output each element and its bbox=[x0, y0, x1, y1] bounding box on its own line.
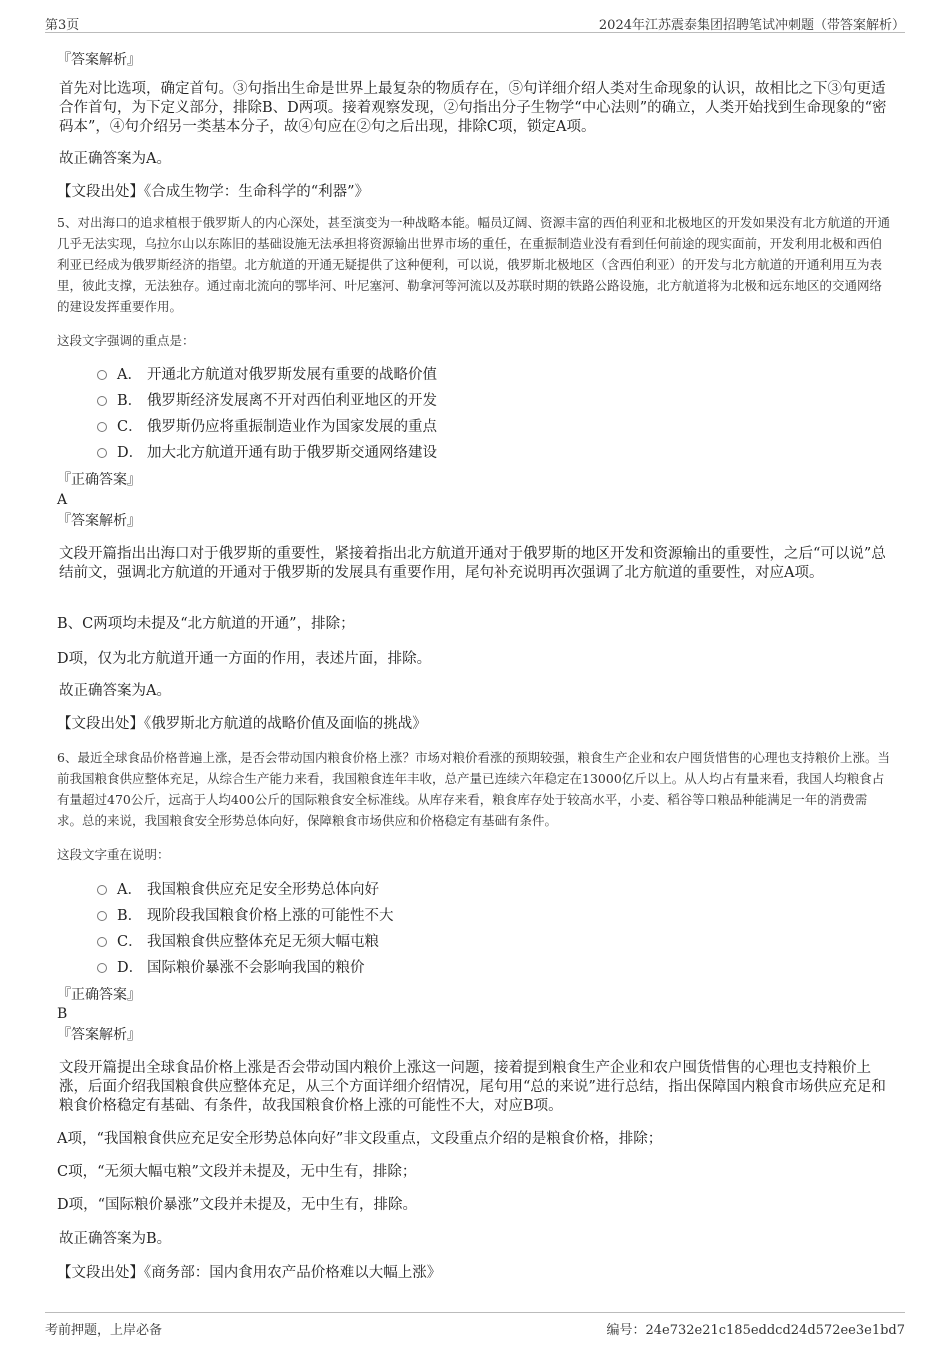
option-c[interactable]: C． 俄罗斯仍应将重振制造业作为国家发展的重点 bbox=[97, 417, 437, 437]
analysis-text: 文段开篇提出全球食品价格上涨是否会带动国内粮价上涨这一问题，接着提到粮食生产企业和农户囤货惜售的心理也支持粮价上涨，后面介绍我国粮食供应整体充足，从三个方面详细介绍情况，尾句用“总的来说”进行总结，指出保障国内粮食市场供应充足和粮食价格稳定有基础、有条件，故我国粮食价格上涨的可能性不大，对应B项。 bbox=[59, 1060, 886, 1114]
radio-button[interactable] bbox=[97, 396, 107, 406]
analysis-text: 文段开篇指出出海口对于俄罗斯的重要性，紧接着指出北方航道开通对于俄罗斯的地区开发和资源输出的重要性，之后“可以说”总结前文，强调北方航道的开通对于俄罗斯的发展具有重要作用，尾句补充说明再次强调了北方航道的重要性，对应A项。 bbox=[59, 546, 886, 581]
conclusion-text: 故正确答案为A。 bbox=[59, 683, 171, 699]
option-d[interactable]: D． 国际粮价暴涨不会影响我国的粮价 bbox=[97, 958, 365, 978]
radio-button[interactable] bbox=[97, 911, 107, 921]
document-title: 2024年江苏震泰集团招聘笔试冲刺题（带答案解析） bbox=[598, 18, 905, 33]
correct-answer-label: 『正确答案』 bbox=[57, 987, 141, 1003]
analysis-d: D项，“国际粮价暴涨”文段并未提及，无中生有，排除。 bbox=[57, 1197, 417, 1213]
radio-button[interactable] bbox=[97, 963, 107, 973]
source-text: 【文段出处】《商务部：国内食用农产品价格难以大幅上涨》 bbox=[57, 1265, 442, 1281]
footer-slogan: 考前押题，上岸必备 bbox=[45, 1323, 163, 1338]
option-c[interactable]: C． 我国粮食供应整体充足无须大幅屯粮 bbox=[97, 932, 379, 952]
page-header bbox=[45, 10, 905, 33]
question-prompt: 这段文字强调的重点是： bbox=[57, 333, 195, 348]
conclusion-text: 故正确答案为B。 bbox=[59, 1231, 172, 1247]
page-number: 第3页 bbox=[45, 18, 80, 33]
conclusion-text: 故正确答案为A。 bbox=[59, 151, 171, 167]
source-text: 【文段出处】《俄罗斯北方航道的战略价值及面临的挑战》 bbox=[57, 716, 427, 732]
question-stem: 5、对出海口的追求植根于俄罗斯人的内心深处，甚至演变为一种战略本能。幅员辽阔、资源丰富的西伯利亚和北极地区的开发如果没有北方航道的开通几乎无法实现，乌拉尔山以东陈旧的基础设施无法承担将资源输出世界市场的重任，在重振制造业没有看到任何前途的现实面前，开发利用北极和西伯利亚已经成为俄罗斯经济的指望。北方航道的开通无疑提供了这种便利，可以说，俄罗斯北极地区（含西伯利亚）的开发与北方航道的开通利用互为表里，彼此支撑，无法独存。通过南北流向的鄂毕河、叶尼塞河、勒拿河等河流以及苏联时期的铁路公路设施，北方航道将为北极和远东地区的交通网络的建设发挥重要作用。 bbox=[57, 215, 890, 314]
radio-button[interactable] bbox=[97, 937, 107, 947]
radio-button[interactable] bbox=[97, 448, 107, 458]
analysis-bc: B、C两项均未提及“北方航道的开通”，排除； bbox=[57, 616, 355, 632]
radio-button[interactable] bbox=[97, 422, 107, 432]
analysis-a: A项，“我国粮食供应充足安全形势总体向好”非文段重点，文段重点介绍的是粮食价格，排除； bbox=[57, 1131, 663, 1147]
question-prompt: 这段文字重在说明： bbox=[57, 847, 170, 862]
option-b[interactable]: B． 现阶段我国粮食价格上涨的可能性不大 bbox=[97, 906, 394, 926]
correct-answer-label: 『正确答案』 bbox=[57, 472, 141, 488]
option-b[interactable]: B． 俄罗斯经济发展离不开对西伯利亚地区的开发 bbox=[97, 391, 437, 411]
analysis-d: D项，仅为北方航道开通一方面的作用，表述片面，排除。 bbox=[57, 651, 432, 667]
option-a[interactable]: A． 我国粮食供应充足安全形势总体向好 bbox=[97, 880, 379, 900]
analysis-label: 『答案解析』 bbox=[57, 52, 141, 68]
radio-button[interactable] bbox=[97, 885, 107, 895]
source-text: 【文段出处】《合成生物学：生命科学的“利器”》 bbox=[57, 184, 370, 200]
correct-answer: B bbox=[57, 1006, 68, 1022]
analysis-label: 『答案解析』 bbox=[57, 513, 141, 529]
analysis-label: 『答案解析』 bbox=[57, 1027, 141, 1043]
correct-answer: A bbox=[57, 492, 68, 508]
question-stem: 6、最近全球食品价格普遍上涨，是否会带动国内粮食价格上涨？市场对粮价看涨的预期较强，粮食生产企业和农户囤货惜售的心理也支持粮价上涨。当前我国粮食供应整体充足，从综合生产能力来看，我国粮食连年丰收，总产量已连续六年稳定在13000亿斤以上。从人均占有量来看，我国人均粮食占有量超过470公斤，远高于人均400公斤的国际粮食安全标准线。从库存来看，粮食库存处于较高水平，小麦、稻谷等口粮品种能满足一年的消费需求。总的来说，我国粮食安全形势总体向好，保障粮食市场供应和价格稳定有基础有条件。 bbox=[57, 750, 890, 828]
page-footer bbox=[45, 1312, 905, 1337]
document-code: 编号：24e732e21c185eddcd24d572ee3e1bd7 bbox=[606, 1323, 905, 1338]
radio-button[interactable] bbox=[97, 370, 107, 380]
option-a[interactable]: A． 开通北方航道对俄罗斯发展有重要的战略价值 bbox=[97, 365, 437, 385]
analysis-text: 首先对比选项，确定首句。③句指出生命是世界上最复杂的物质存在，⑤句详细介绍人类对生命现象的认识，故相比之下③句更适合作首句，为下定义部分，排除B、D两项。接着观察发现，②句指出分子生物学“中心法则”的确立，人类开始找到生命现象的“密码本”，④句介绍另一类基本分子，故④句应在②句之后出现，排除C项，锁定A项。 bbox=[59, 81, 887, 135]
analysis-c: C项，“无须大幅屯粮”文段并未提及，无中生有，排除； bbox=[57, 1164, 417, 1180]
option-d[interactable]: D． 加大北方航道开通有助于俄罗斯交通网络建设 bbox=[97, 443, 437, 463]
